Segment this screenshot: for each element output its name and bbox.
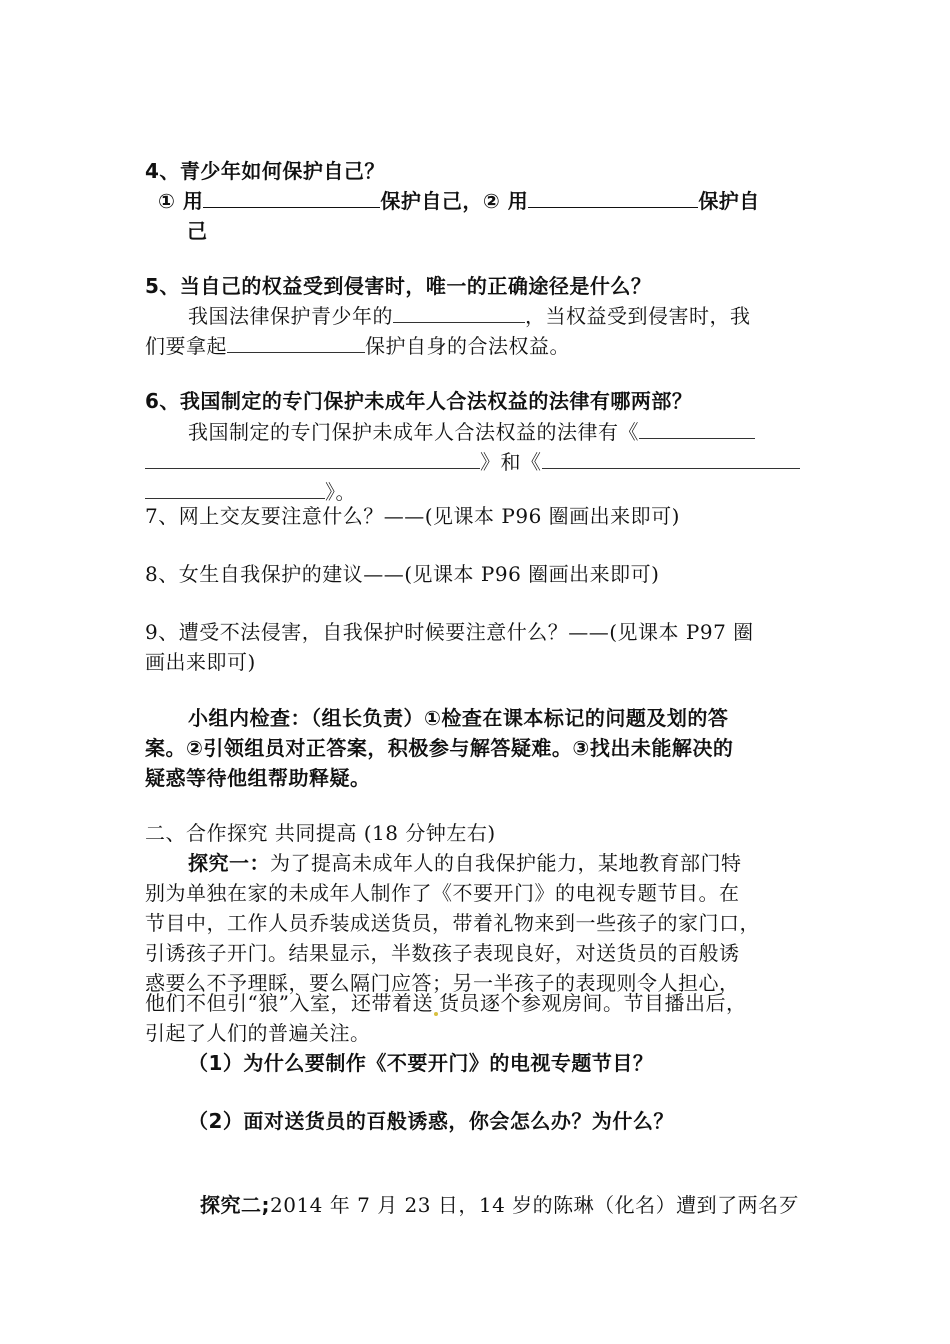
q5-blank-1[interactable] bbox=[393, 301, 525, 323]
q6-text-b: 》和《 bbox=[480, 450, 542, 474]
q4-blank-2[interactable] bbox=[528, 186, 698, 208]
q6-blank-1a[interactable] bbox=[639, 417, 755, 439]
group-check-line2: 案。②引领组员对正答案，积极参与解答疑难。③找出未能解决的 bbox=[145, 736, 734, 760]
group-check-line1: 小组内检查：（组长负责）①检查在课本标记的问题及划的答 bbox=[188, 706, 729, 730]
explore1-line2: 别为单独在家的未成年人制作了《不要开门》的电视专题节目。在 bbox=[145, 881, 740, 905]
q6-text-a: 我国制定的专门保护未成年人合法权益的法律有《 bbox=[188, 420, 639, 444]
explore1-text-6a: 他们不但引“狼”入室，还带着送 bbox=[145, 991, 433, 1015]
q9-line2: 画出来即可) bbox=[145, 650, 256, 674]
q5-line1 bbox=[188, 301, 751, 331]
q8-text: 8、女生自我保护的建议——(见课本 P96 圈画出来即可) bbox=[145, 562, 660, 586]
q6-line2 bbox=[145, 447, 800, 477]
q6-blank-1b[interactable] bbox=[145, 447, 480, 469]
explore1-line5: 惑要么不予理睬，要么隔门应答；另一半孩子的表现则令人担心， bbox=[145, 971, 740, 995]
q4-text-c: 保护自 bbox=[698, 189, 760, 213]
q5-text-d: 保护自身的合法权益。 bbox=[365, 334, 570, 358]
explore1-line1 bbox=[188, 848, 742, 878]
q4-blank-1[interactable] bbox=[203, 186, 380, 208]
yellow-mark bbox=[434, 1012, 438, 1016]
explore2-line1 bbox=[200, 1190, 799, 1220]
q5-text-a: 我国法律保护青少年的 bbox=[188, 304, 393, 328]
q5-title: 5、当自己的权益受到侵害时，唯一的正确途径是什么？ bbox=[145, 274, 652, 298]
q5-line2 bbox=[145, 331, 570, 361]
explore1-text-6b: 货员逐个参观房间。节目播出后， bbox=[438, 991, 747, 1015]
section2-title: 二、合作探究 共同提高 (18 分钟左右) bbox=[145, 821, 496, 845]
explore2-text-1: 2014 年 7 月 23 日，14 岁的陈琳（化名）遭到了两名歹 bbox=[270, 1193, 800, 1217]
q6-blank-2b[interactable] bbox=[145, 477, 325, 499]
explore1-line7: 引起了人们的普遍关注。 bbox=[145, 1021, 371, 1045]
q4-line2: 己 bbox=[187, 219, 208, 243]
q6-line1 bbox=[188, 417, 755, 447]
explore2-label: 探究二; bbox=[200, 1193, 270, 1217]
explore1-line3: 节目中，工作人员乔装成送货员，带着礼物来到一些孩子的家门口， bbox=[145, 911, 760, 935]
q5-text-b: ，当权益受到侵害时，我 bbox=[525, 304, 751, 328]
q5-blank-2[interactable] bbox=[227, 331, 365, 353]
group-check-line3: 疑惑等待他组帮助释疑。 bbox=[145, 766, 371, 790]
q4-text-b: 保护自己，② 用 bbox=[380, 189, 529, 213]
explore1-line4: 引诱孩子开门。结果显示，半数孩子表现良好，对送货员的百般诱 bbox=[145, 941, 740, 965]
q4-title: 4、青少年如何保护自己？ bbox=[145, 159, 385, 183]
explore1-line6 bbox=[145, 988, 746, 1018]
q6-text-c: 》。 bbox=[325, 480, 356, 504]
q7-text: 7、网上交友要注意什么？——(见课本 P96 圈画出来即可) bbox=[145, 504, 680, 528]
q4-line1 bbox=[158, 186, 760, 216]
q4-text-a: ① 用 bbox=[158, 189, 204, 213]
q9-line1: 9、遭受不法侵害，自我保护时候要注意什么？——(见课本 P97 圈 bbox=[145, 620, 754, 644]
explore1-text-1: 为了提高未成年人的自我保护能力，某地教育部门特 bbox=[270, 851, 742, 875]
q6-blank-2a[interactable] bbox=[542, 447, 800, 469]
explore1-label: 探究一： bbox=[188, 851, 270, 875]
explore1-question1: （1）为什么要制作《不要开门》的电视专题节目？ bbox=[188, 1051, 654, 1075]
q6-title: 6、我国制定的专门保护未成年人合法权益的法律有哪两部？ bbox=[145, 389, 693, 413]
explore1-question2: （2）面对送货员的百般诱惑，你会怎么办？为什么？ bbox=[188, 1109, 674, 1133]
q5-text-c: 们要拿起 bbox=[145, 334, 227, 358]
